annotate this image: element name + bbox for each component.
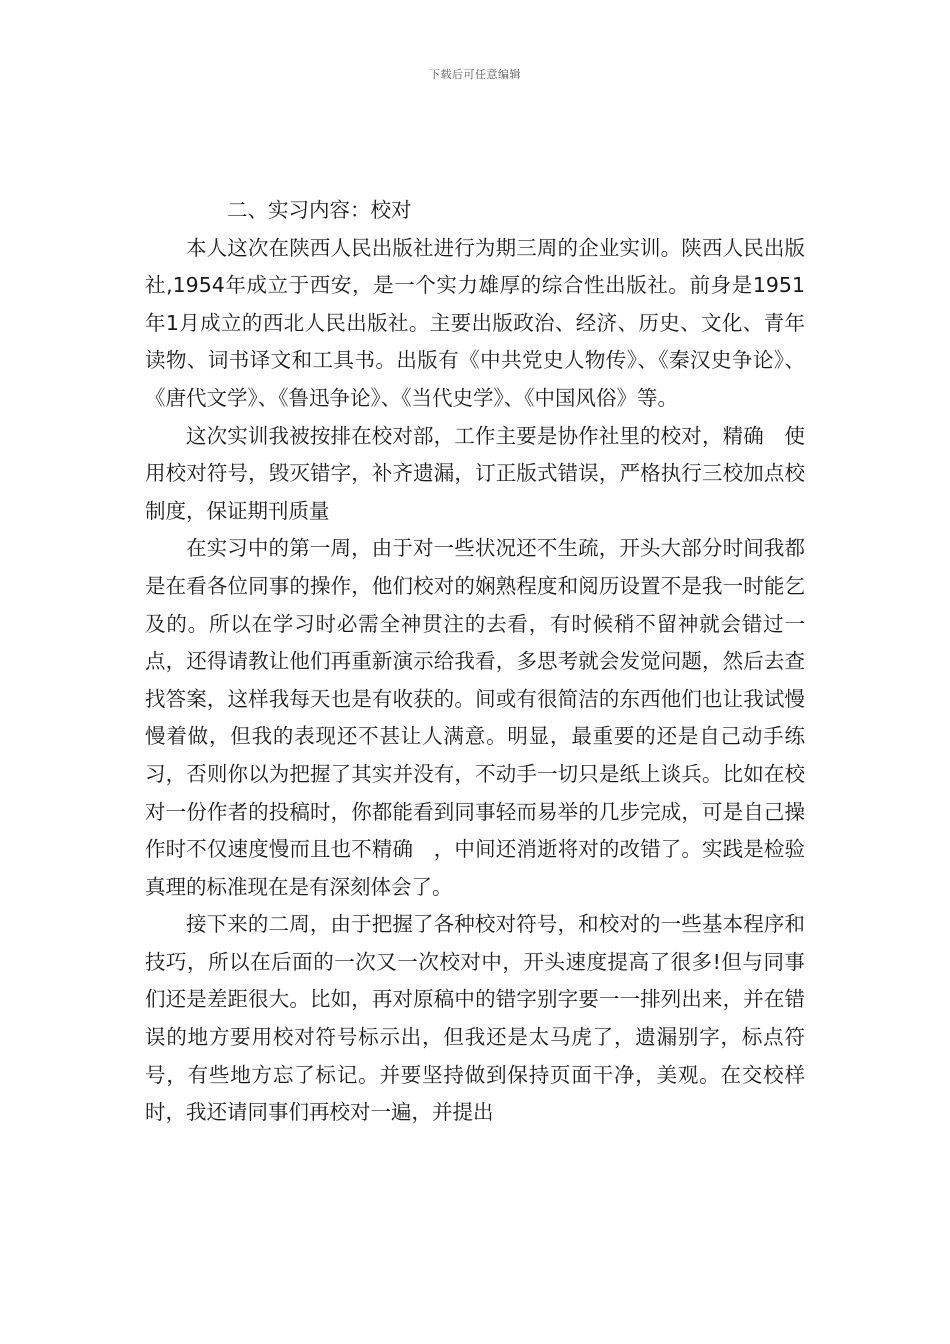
paragraph-3: 在实习中的第一周，由于对一些状况还不生疏，开头大部分时间我都是在看各位同事的操作，他们校对的娴熟程度和阅历设置不是我一时能乞及的。所以在学习时必需全神贯注的去看，有时候稍不留神就会错过一点，还得请教让他们再重新演示给我看，多思考就会发觉问题，然后去查找答案，这样我每天也是有收获的。间或有很简洁的东西他们也让我试慢慢着做，但我的表现还不甚让人满意。明显，最重要的还是自己动手练习，否则你以为把握了其实并没有，不动手一切只是纸上谈兵。比如在校对一份作者的投稿时，你都能看到同事轻而易举的几步完成，可是自己操作时不仅速度慢而且也不精确 ，中间还消逝将对的改错了。实践是检验真理的标准现在是有深刻体会了。	[145, 536, 805, 899]
paragraph-2: 这次实训我被按排在校对部，工作主要是协作社里的校对，精确 使用校对符号，毁灭错字，补齐遗漏，订正版式错误，严格执行三校加点校制度，保证期刊质量	[145, 423, 805, 523]
paragraph-4: 接下来的二周，由于把握了各种校对符号，和校对的一些基本程序和技巧，所以在后面的一次又一次校对中，开头速度提高了很多!但与同事们还是差距很大。比如，再对原稿中的错字别字要一一排列出来，并在错误的地方要用校对符号标示出，但我还是太马虎了，遗漏别字，标点符号，有些地方忘了标记。并要坚持做到保持页面干净，美观。在交校样时，我还请同事们再校对一遍，并提出	[145, 912, 805, 1125]
document-body	[145, 192, 805, 1132]
paragraph-1: 本人这次在陕西人民出版社进行为期三周的企业实训。陕西人民出版社,1954年成立于西安，是一个实力雄厚的综合性出版社。前身是1951年1月成立的西北人民出版社。主要出版政治、经济、历史、文化、青年读物、词书译文和工具书。出版有《中共党史人物传》、《秦汉史争论》、《唐代文学》、《鲁迅争论》、《当代史学》、《中国风俗》等。	[145, 235, 805, 410]
section-heading: 二、实习内容：校对	[227, 198, 412, 222]
page-header: 下载后可任意编辑	[429, 68, 521, 81]
